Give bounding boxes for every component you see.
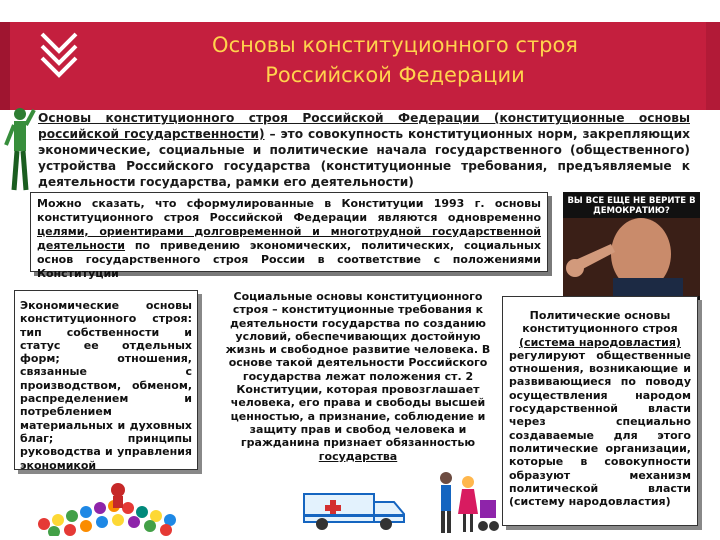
double-chevron-down-icon	[36, 24, 82, 80]
lead-definition-text: – это совокупность конституционных норм, закрепляющих экономические, социальные и политические начала государственного (общественного) устройства Российского государства (конституционные требования, предъявляемые к деятельности государства, рамки его деятельности)	[38, 127, 690, 189]
goals-text-b: по приведению экономических, политических, социальных основ государственного строя России в соответствие с положениями Конституции	[37, 239, 541, 280]
poster-caption-top: ВЫ ВСЕ ЕЩЕ НЕ ВЕРИТЕ В ДЕМОКРАТИЮ?	[567, 196, 696, 216]
economic-body: тип собственности и статус ее отдельных форм; отношения, связанные с производством, обменом, распределением и потреблением материальных и духовных благ; принципы руководства и управления экономикой	[20, 325, 192, 472]
poster-photo	[563, 192, 700, 310]
economic-basis-box	[14, 290, 198, 470]
political-body: регулируют общественные отношения, возникающие и развивающиеся по поводу осуществления народом государственной власти через специально создаваемые для этого политические организации, которые в совокупности образуют механизм политической власти (систему народовластия)	[509, 348, 691, 509]
political-heading: Политические основы конституционного строя	[522, 309, 678, 336]
header-shade-right	[706, 22, 720, 110]
political-basis-box	[502, 296, 698, 526]
goals-text-underlined: целями, ориентирами долговременной и многотрудной государственной деятельности	[37, 225, 541, 252]
ambulance-icon	[300, 484, 410, 534]
political-heading-sub: (система народовластия)	[519, 335, 681, 349]
crowd-figurines-illustration	[14, 476, 210, 536]
economic-heading: Экономические основы конституционного строя:	[20, 299, 192, 326]
family-icon	[430, 470, 502, 538]
social-heading: Социальные основы конституционного строя	[232, 290, 483, 317]
social-body-end: государства	[318, 449, 398, 463]
title-line-1: Основы конституционного строя	[212, 33, 578, 57]
header-shade-left	[0, 22, 10, 110]
title-line-2: Российской Федерации	[265, 63, 525, 87]
goals-text-a: Можно сказать, что сформулированные в Конституции 1993 г. основы конституционного строя Российской Федерации являются одновременно	[37, 197, 541, 224]
lead-term: Основы конституционного строя Российской Федерации (конституционные основы российской государственности)	[38, 111, 690, 141]
goals-box	[30, 192, 548, 280]
social-body: – конституционные требования к деятельности государства по созданию условий, обеспечивающих достойную жизнь и свободное развитие человека. В основе такой деятельности Российского государства лежат положения ст. 2 Конституции, которая провозглашает человека, его права и свободы высшей ценностью, а признание, соблюдение и защиту прав и свобод человека и гражданина признает обязанностью	[225, 303, 491, 450]
social-basis-text	[218, 290, 498, 463]
person-figure-illustration	[4, 100, 36, 200]
lead-definition	[38, 110, 690, 190]
page-title	[130, 30, 660, 90]
